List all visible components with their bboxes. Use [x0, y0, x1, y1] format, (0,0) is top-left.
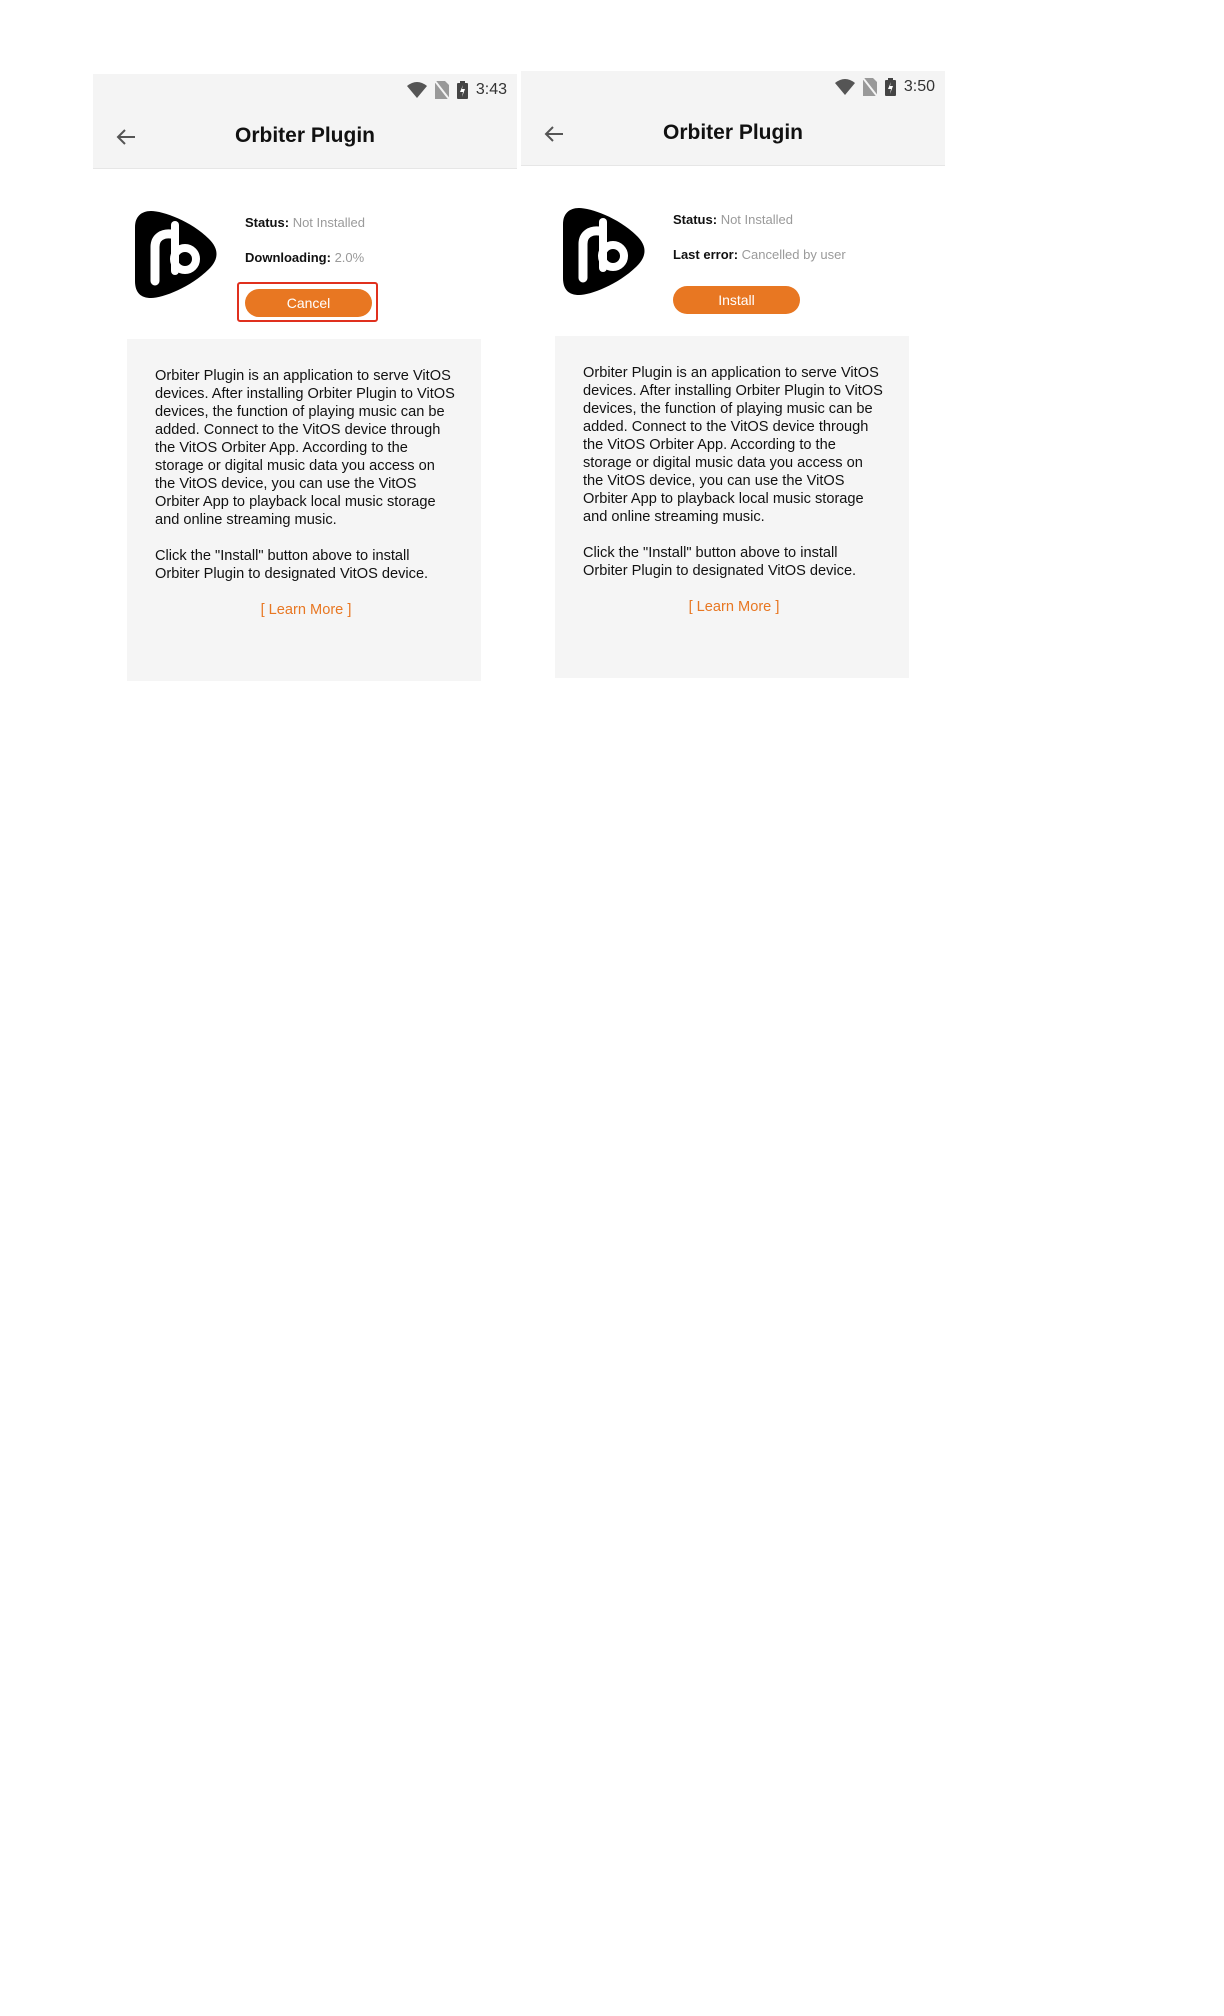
- status-label: Status:: [245, 215, 290, 230]
- no-sim-icon: [863, 78, 877, 96]
- description-text: Orbiter Plugin is an application to serve VitOS devices. After installing Orbiter Plugin to VitOS devices, the function of playing music can be added. Connect to the VitOS device through the VitOS Orbiter App. According to the storage or digital music data you access on the VitOS device, you can use the VitOS Orbiter App to playback local music storage and online streaming music.: [583, 365, 883, 525]
- downloading-label: Downloading:: [245, 250, 331, 265]
- battery-charging-icon: [885, 78, 896, 96]
- install-instruction: Click the "Install" button above to install Orbiter Plugin to designated VitOS device.: [583, 545, 857, 579]
- battery-charging-icon: [457, 81, 468, 99]
- plugin-header: [93, 169, 517, 339]
- last-error-value: Cancelled by user: [741, 247, 846, 262]
- no-sim-icon: [435, 81, 449, 99]
- orbiter-logo: [133, 209, 219, 299]
- downloading-progress: 2.0%: [334, 250, 365, 265]
- wifi-icon: [835, 79, 855, 95]
- install-button[interactable]: Install: [673, 286, 800, 314]
- status-time: 3:43: [475, 81, 507, 98]
- learn-more-link[interactable]: [ Learn More ]: [260, 602, 352, 618]
- status-bar: [521, 71, 945, 103]
- app-bar: [93, 106, 517, 169]
- install-instruction: Click the "Install" button above to install Orbiter Plugin to designated VitOS device.: [155, 548, 429, 582]
- cancel-button[interactable]: Cancel: [245, 289, 372, 317]
- status-value: Not Installed: [720, 212, 793, 227]
- plugin-info: [673, 212, 846, 282]
- status-time: 3:50: [903, 78, 935, 95]
- description-panel: [127, 339, 481, 681]
- learn-more-link[interactable]: [ Learn More ]: [688, 599, 780, 615]
- last-error-label: Last error:: [673, 247, 739, 262]
- phone-screen-downloading: [93, 74, 517, 681]
- cancel-button-wrapper: [245, 289, 372, 317]
- plugin-info: [245, 215, 365, 285]
- orbiter-logo: [561, 206, 647, 296]
- phone-screen-cancelled: [521, 74, 945, 678]
- highlight-box: [237, 282, 378, 322]
- status-bar: [93, 74, 517, 106]
- status-label: Status:: [673, 212, 718, 227]
- plugin-header: [521, 166, 945, 336]
- wifi-icon: [407, 82, 427, 98]
- page-title: Orbiter Plugin: [662, 121, 803, 144]
- description-text: Orbiter Plugin is an application to serve VitOS devices. After installing Orbiter Plugin to VitOS devices, the function of playing music can be added. Connect to the VitOS device through the VitOS Orbiter App. According to the storage or digital music data you access on the VitOS device, you can use the VitOS Orbiter App to playback local music storage and online streaming music.: [155, 368, 455, 528]
- status-value: Not Installed: [292, 215, 365, 230]
- app-bar: [521, 103, 945, 166]
- install-button-wrapper: [673, 286, 800, 314]
- page-title: Orbiter Plugin: [234, 124, 375, 147]
- description-panel: [555, 336, 909, 678]
